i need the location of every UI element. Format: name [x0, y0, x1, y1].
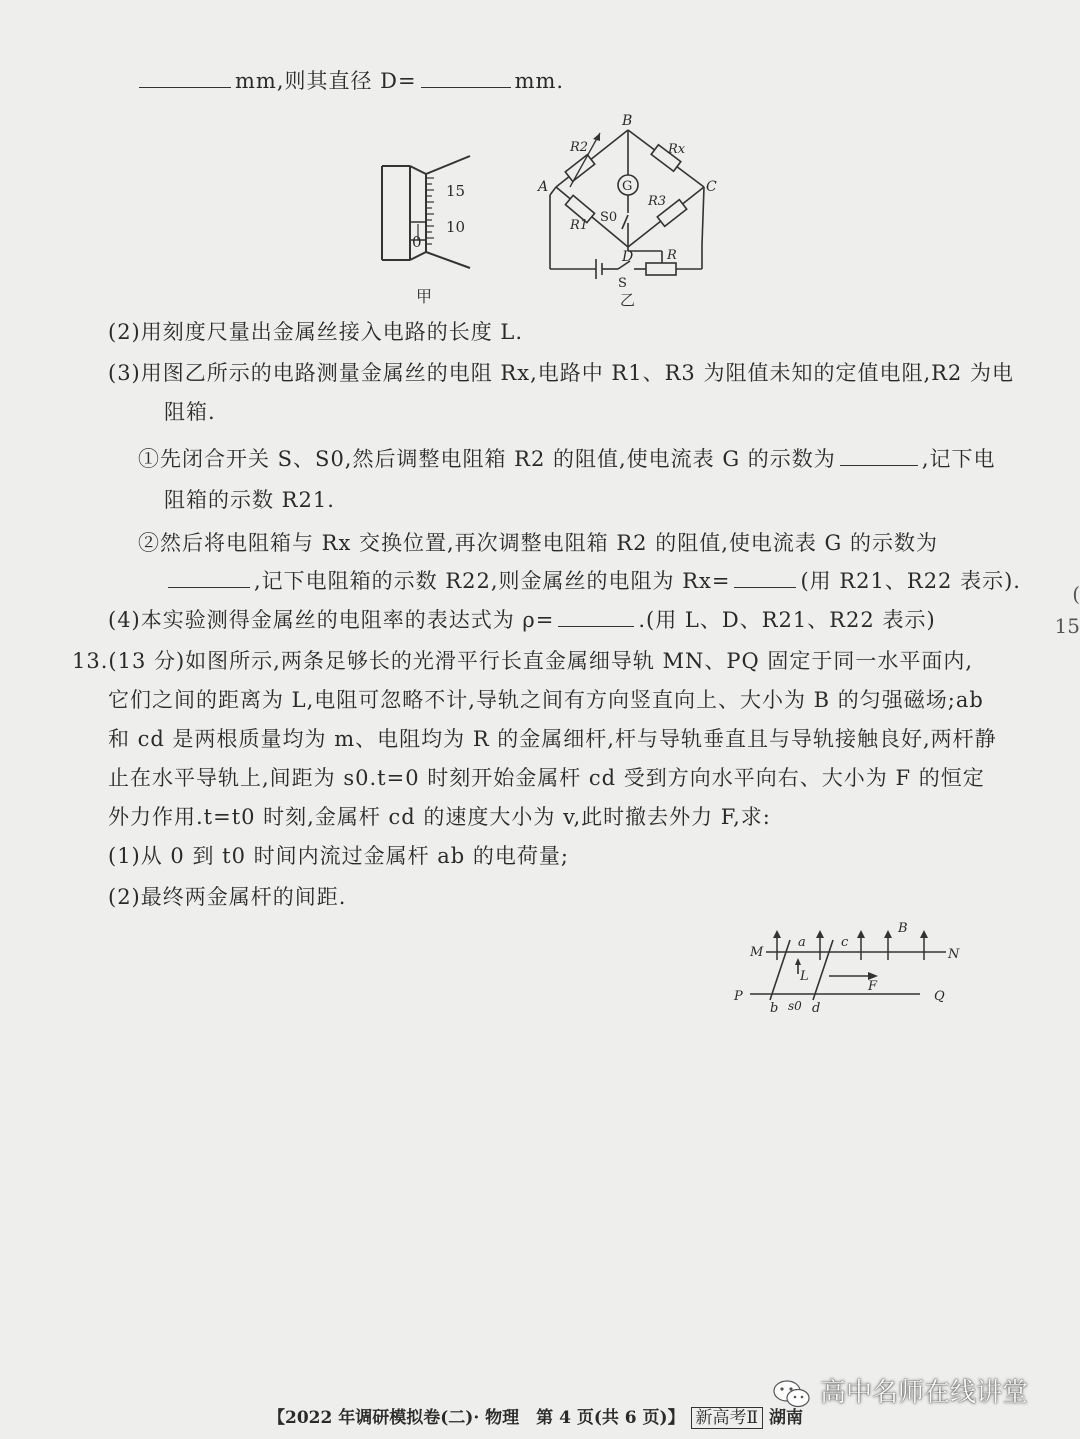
answer-blank [168, 586, 250, 588]
resistor-label-R1: R1 [570, 218, 589, 233]
diameter-text: mm,则其直径 D= [235, 69, 417, 93]
answer-blank [558, 625, 634, 627]
edge-mark-top: ( [1072, 582, 1080, 606]
watermark-text: 高中名师在线讲堂 [820, 1378, 1029, 1408]
bridge-circuit-drawing [530, 105, 730, 310]
node-label-B: B [622, 113, 633, 129]
q13-sub-1: (1)从 0 到 t0 时间内流过金属杆 ab 的电荷量; [108, 844, 569, 868]
footer-region: 湖南 [768, 1408, 803, 1428]
rail-label-P: P [734, 989, 743, 1004]
node-label-C: C [706, 179, 717, 195]
spacing-label-L: L [800, 969, 809, 984]
rod-label-b: b [770, 1001, 779, 1016]
figure-micrometer [370, 150, 480, 314]
rod-label-c: c [841, 935, 849, 950]
step-3-2-text-tail: (用 R21、R22 表示). [800, 569, 1021, 593]
step-3-line-2: 阻箱. [164, 400, 216, 424]
answer-blank [840, 464, 918, 466]
scale-label-10: 10 [446, 218, 466, 236]
resistor-label-Rx: Rx [668, 142, 686, 157]
resistor-label-R3: R3 [648, 194, 667, 209]
rail-label-Q: Q [934, 989, 945, 1004]
page-footer [268, 1403, 803, 1428]
unit-text: mm. [514, 69, 565, 93]
step-3-2-text: ,记下电阻箱的示数 R22,则金属丝的电阻为 Rx= [254, 569, 731, 593]
q13-line-1: 13.(13 分)如图所示,两条足够长的光滑平行长直金属细导轨 MN、PQ 固定于同一水平面内, [72, 649, 974, 673]
step-3-2-line-1: ②然后将电阻箱与 Rx 交换位置,再次调整电阻箱 R2 的阻值,使电流表 G 的示数为 [138, 531, 939, 555]
step-2: (2)用刻度尺量出金属丝接入电路的长度 L. [108, 320, 524, 344]
answer-blank [734, 586, 796, 588]
field-label-B: B [898, 921, 908, 936]
answer-blank [421, 86, 511, 88]
rails-drawing [728, 918, 968, 1018]
step-4 [108, 607, 936, 634]
node-label-A: A [538, 179, 549, 195]
rod-label-a: a [798, 935, 806, 950]
step-3-2-line-2 [164, 568, 1021, 595]
switch-label-S0: S0 [600, 210, 618, 225]
distance-label-s0: s0 [788, 999, 802, 1013]
galvanometer-label: G [622, 179, 633, 194]
rod-label-d: d [812, 1001, 821, 1016]
step-3-1-text-tail: ,记下电 [921, 447, 996, 471]
step-3-line-1: (3)用图乙所示的电路测量金属丝的电阻 Rx,电路中 R1、R3 为阻值未知的定值电阻,R2 为电 [108, 361, 1014, 385]
answer-blank [139, 86, 231, 88]
micrometer-drawing [370, 150, 480, 310]
q13-sub-2: (2)最终两金属杆的间距. [108, 885, 347, 909]
q13-line-4: 止在水平导轨上,间距为 s0.t=0 时刻开始金属杆 cd 受到方向水平向右、大小为 F 的恒定 [108, 766, 985, 790]
footer-exam-type: 新高考Ⅱ [691, 1407, 764, 1429]
figure-label-yi: 乙 [620, 291, 636, 309]
node-label-D: D [622, 249, 634, 265]
scale-label-15: 15 [446, 182, 466, 200]
q13-line-3: 和 cd 是两根质量均为 m、电阻均为 R 的金属细杆,杆与导轨垂直且与导轨接触良好,两杆静 [108, 727, 997, 751]
figure-bridge-circuit [530, 105, 730, 314]
step-4-text: (4)本实验测得金属丝的电阻率的表达式为 ρ= [108, 608, 555, 632]
rheostat-label-R: R [667, 248, 677, 263]
step-3-1-line-1 [138, 446, 996, 473]
q13-line-2: 它们之间的距离为 L,电阻可忽略不计,导轨之间有方向竖直向上、大小为 B 的匀强磁场;ab [108, 688, 984, 712]
watermark [772, 1372, 1028, 1410]
diameter-line [135, 68, 564, 95]
figure-label-jia: 甲 [416, 287, 433, 306]
force-label-F: F [868, 979, 878, 994]
figure-rails [728, 918, 968, 1022]
step-3-1-text: ①先闭合开关 S、S0,然后调整电阻箱 R2 的阻值,使电流表 G 的示数为 [138, 447, 836, 471]
resistor-label-R2: R2 [570, 140, 589, 155]
edge-mark-bottom: 15 [1054, 614, 1080, 638]
rail-label-N: N [948, 947, 960, 962]
switch-label-S: S [618, 276, 627, 291]
step-4-text-tail: .(用 L、D、R21、R22 表示) [638, 608, 936, 632]
scale-label-0: 0 [412, 233, 422, 251]
q13-line-5: 外力作用.t=t0 时刻,金属杆 cd 的速度大小为 v,此时撤去外力 F,求: [108, 805, 771, 829]
footer-title: 【2022 年调研模拟卷(二)· 物理 第 4 页(共 6 页)】 [268, 1408, 685, 1428]
rail-label-M: M [750, 945, 764, 960]
step-3-1-line-2: 阻箱的示数 R21. [164, 488, 335, 512]
